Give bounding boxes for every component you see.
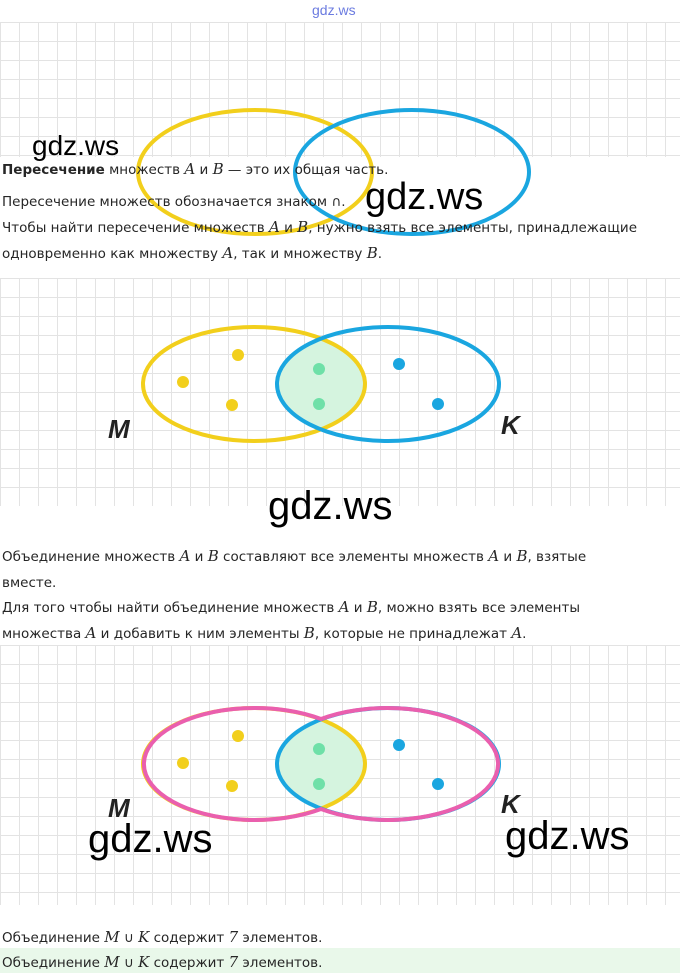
venn-diagram-intersection — [0, 278, 680, 506]
element-dot — [432, 778, 444, 790]
element-dot — [177, 757, 189, 769]
element-dot — [313, 398, 325, 410]
element-dot — [226, 780, 238, 792]
set-m-label: M — [108, 414, 130, 444]
element-dot — [393, 358, 405, 370]
element-dot — [177, 376, 189, 388]
venn-diagram-union — [0, 645, 680, 905]
element-dot — [232, 349, 244, 361]
intersection-rule-line2: одновременно как множеству A, так и множеству B. — [2, 244, 383, 262]
union-rule-line2: множества A и добавить к ним элементы B, которые не принадлежат A. — [2, 624, 527, 642]
set-m-label: M — [108, 793, 130, 823]
result-line: Объединение M ∪ K содержит 7 элементов. — [2, 928, 323, 946]
watermark: gdz.ws — [505, 814, 630, 858]
venn-svg-1 — [0, 278, 680, 506]
watermark: gdz.ws — [365, 176, 484, 218]
definition-intersection: Пересечение множеств A и B — это их общая часть. — [2, 160, 389, 178]
element-dot — [432, 398, 444, 410]
union-rule-line1: Для того чтобы найти объединение множеств A и B, можно взять все элементы — [2, 598, 580, 616]
set-k-label: K — [501, 789, 520, 819]
element-dot — [313, 743, 325, 755]
watermark-top: gdz.ws — [312, 2, 356, 18]
element-dot — [313, 778, 325, 790]
venn-svg-2 — [0, 645, 680, 905]
watermark: gdz.ws — [32, 130, 120, 161]
definition-union-line2: вместе. — [2, 575, 57, 591]
element-dot — [313, 363, 325, 375]
element-dot — [226, 399, 238, 411]
element-dot — [232, 730, 244, 742]
intersection-symbol-note: Пересечение множеств обозначается знаком ∩. — [2, 194, 346, 210]
intersection-rule-line1: Чтобы найти пересечение множеств A и B, нужно взять все элементы, принадлежащие — [2, 218, 637, 236]
watermark: gdz.ws — [268, 484, 393, 528]
result-line-highlighted: Объединение M ∪ K содержит 7 элементов. — [2, 953, 323, 971]
watermark: gdz.ws — [88, 817, 213, 861]
definition-union-line1: Объединение множеств A и B составляют все элементы множеств A и B, взятые — [2, 547, 587, 565]
element-dot — [393, 739, 405, 751]
set-k-label: K — [501, 410, 520, 440]
